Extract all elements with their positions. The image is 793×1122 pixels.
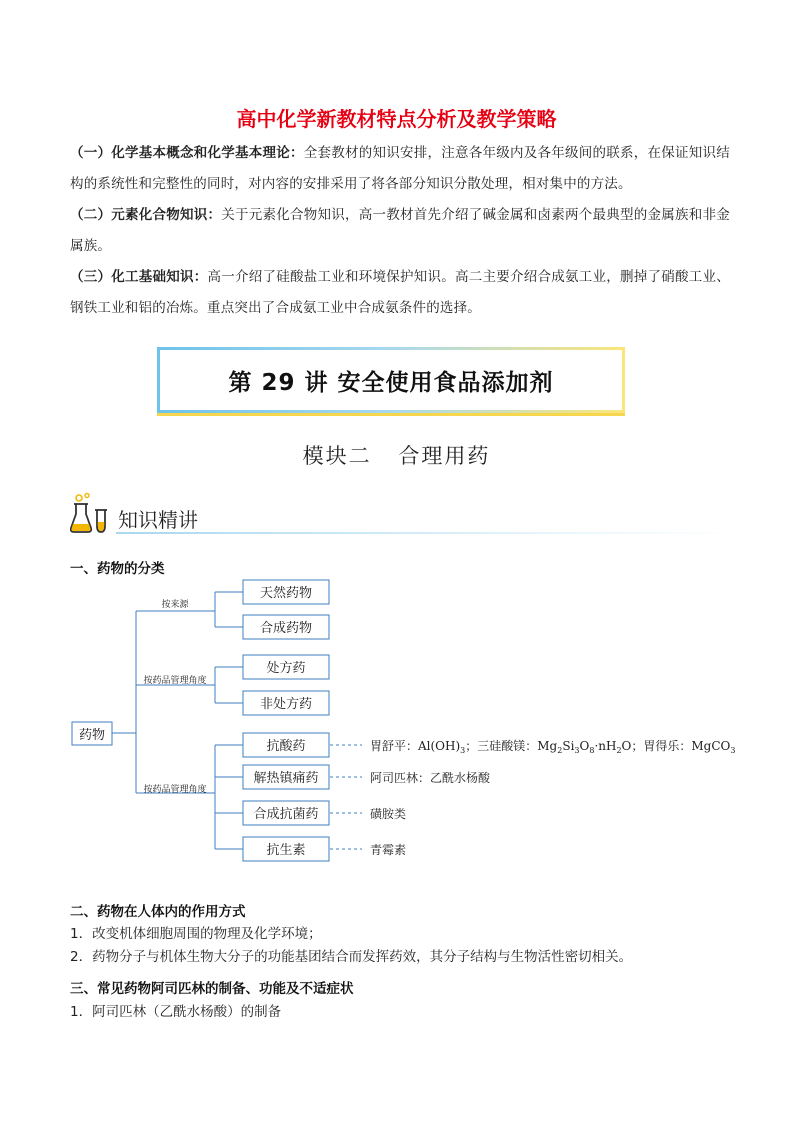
flask-icon: [70, 492, 114, 536]
node-natural: 天然药物: [259, 586, 313, 601]
lesson-title: 第 29 讲 安全使用食品添加剂: [228, 369, 554, 396]
section-header-label: 知识精讲: [118, 508, 198, 532]
node-analgesic: 解热镇痛药: [253, 771, 319, 786]
intro-label-3: （三）化工基础知识：: [70, 269, 208, 285]
node-otc: 非处方药: [259, 697, 313, 712]
section-2-item-1: 1．改变机体细胞周围的物理及化学环境；: [70, 926, 322, 942]
node-root: 药物: [78, 728, 106, 743]
intro-paragraph-2: [70, 200, 730, 262]
section-1-title: 一、药物的分类: [70, 561, 165, 577]
node-antacid: 抗酸药: [266, 739, 306, 754]
intro-label-2: （二）元素化合物知识：: [70, 207, 222, 223]
page-title: 高中化学新教材特点分析及教学策略: [236, 107, 557, 131]
lesson-banner: [157, 347, 625, 413]
intro-label-1: （一）化学基本概念和化学基本理论：: [70, 145, 304, 161]
section-header: [70, 492, 740, 538]
section-header-underline: [116, 532, 736, 534]
section-2-title: 二、药物在人体内的作用方式: [70, 904, 246, 920]
example-antacid: 胃舒平：$Al(OH)_3$；三硅酸镁：$Mg_2Si_3O_8\cdot nH_2O$；胃得乐：MgCO$_3$: [370, 739, 736, 755]
node-antibacterial: 合成抗菌药: [253, 807, 319, 822]
intro-text-3: 高一介绍了硅酸盐工业和环境保护知识。高二主要介绍合成氨工业，删掉了硝酸工业、钢铁工业和铝的冶炼。重点突出了合成氨工业中合成氨条件的选择。: [70, 269, 730, 316]
intro-text-1: 全套教材的知识安排，注意各年级内及各年级间的联系，在保证知识结构的系统性和完整性的同时，对内容的安排采用了将各部分知识分散处理，相对集中的方法。: [70, 145, 730, 192]
module-title: 模块二 合理用药: [302, 444, 491, 468]
branch-label-management-2: 按药品管理角度: [143, 785, 207, 795]
section-3-title: 三、常见药物阿司匹林的制备、功能及不适症状: [70, 981, 354, 997]
intro-paragraph-3: [70, 262, 730, 324]
example-analgesic: 阿司匹林：乙酰水杨酸: [370, 771, 491, 785]
intro-paragraph-1: [70, 138, 730, 200]
example-antibiotic: 青霉素: [370, 843, 407, 857]
branch-label-management-1: 按药品管理角度: [143, 676, 207, 686]
section-3-item-1: 1．阿司匹林（乙酰水杨酸）的制备: [70, 1004, 282, 1020]
branch-label-source: 按来源: [161, 600, 189, 610]
node-synthetic: 合成药物: [259, 621, 313, 636]
node-prescription: 处方药: [266, 661, 306, 676]
drug-classification-diagram: [70, 575, 770, 865]
example-antibacterial: 磺胺类: [370, 807, 407, 821]
intro-text-2: 关于元素化合物知识，高一教材首先介绍了碱金属和卤素两个最典型的金属族和非金属族。: [70, 207, 730, 254]
section-2-item-2: 2．药物分子与机体生物大分子的功能基团结合而发挥药效，其分子结构与生物活性密切相关。: [70, 949, 633, 965]
node-antibiotic: 抗生素: [266, 843, 306, 858]
